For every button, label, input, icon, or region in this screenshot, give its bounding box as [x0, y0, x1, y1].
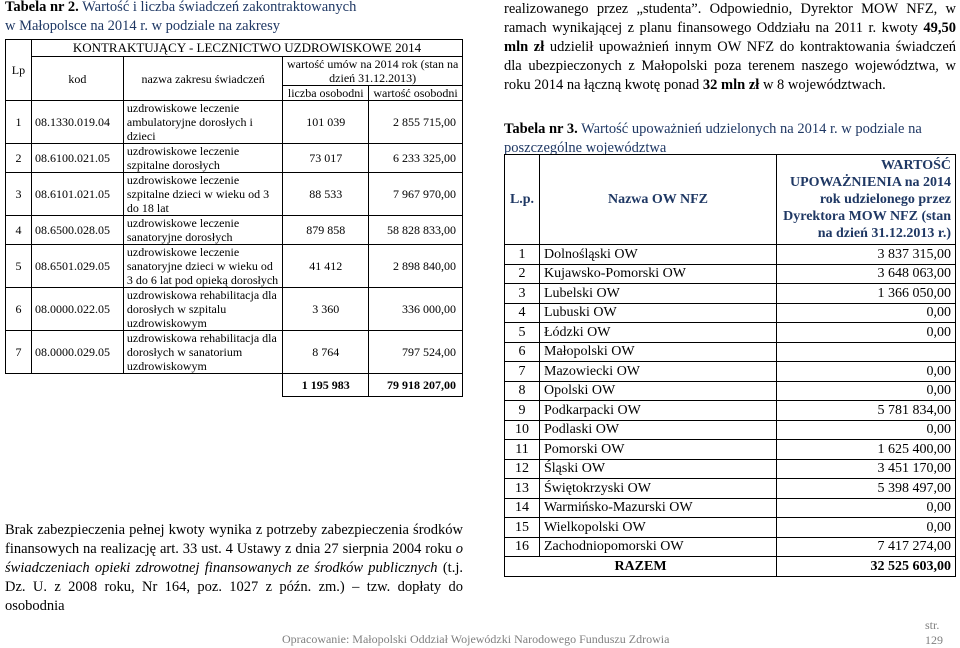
row-ow-name: Kujawsko-Pomorski OW: [540, 264, 777, 284]
table3-total-row: [505, 557, 956, 577]
table2: [5, 39, 463, 397]
row-lp: 12: [505, 459, 540, 479]
row-value: 0,00: [777, 381, 956, 401]
table2-row: [6, 216, 463, 245]
para-italic: o świadczeniach opieki zdrowotnej finansowanych ze środków publicznych: [5, 541, 463, 576]
row-lp: 7: [505, 362, 540, 382]
row-value: 0,00: [777, 362, 956, 382]
row-kod: 08.6500.028.05: [31, 216, 123, 245]
row-lp: 14: [505, 498, 540, 518]
row-lp: 2: [505, 264, 540, 284]
row-liczba: 101 039: [283, 101, 369, 144]
row-ow-name: Pomorski OW: [540, 440, 777, 460]
table3-caption: [504, 120, 956, 158]
t3-header-lp: L.p.: [505, 155, 540, 245]
intro-text-1: realizowanego przez „studenta”. Odpowiednio, Dyrektor MOW NFZ, w ramach wynikającej z planu finansowego Oddziału na 2011 r. kwoty: [504, 1, 956, 36]
row-wartosc: 7 967 970,00: [369, 173, 463, 216]
row-wartosc: 797 524,00: [369, 331, 463, 374]
row-kod: 08.0000.022.05: [31, 288, 123, 331]
row-liczba: 879 858: [283, 216, 369, 245]
row-ow-name: Opolski OW: [540, 381, 777, 401]
row-value: 3 837 315,00: [777, 245, 956, 265]
table3-row: [505, 479, 956, 499]
row-ow-name: Łódzki OW: [540, 323, 777, 343]
row-value: 1 366 050,00: [777, 284, 956, 304]
row-value: [777, 342, 956, 362]
row-lp: 11: [505, 440, 540, 460]
row-kod: 08.6100.021.05: [31, 144, 123, 173]
body-paragraph: [5, 521, 463, 616]
row-kod: 08.6501.029.05: [31, 245, 123, 288]
row-value: 0,00: [777, 323, 956, 343]
row-nazwa: uzdrowiskowa rehabilitacja dla dorosłych w sanatorium uzdrowiskowym: [123, 331, 282, 374]
para-text-2: (t.j. Dz. U. z 2008 roku, Nr 164, poz. 1027 z późn. zm.) – tzw. dopłaty do osobodnia: [5, 560, 463, 614]
row-ow-name: Śląski OW: [540, 459, 777, 479]
row-ow-name: Świętokrzyski OW: [540, 479, 777, 499]
intro-bold-2: 32 mln zł: [702, 77, 760, 93]
table3-label: Tabela nr 3.: [504, 121, 578, 137]
table2-caption-text: Wartość i liczba świadczeń zakontraktowanych: [82, 0, 357, 15]
intro-paragraph: [504, 0, 956, 95]
row-ow-name: Lubelski OW: [540, 284, 777, 304]
row-ow-name: Wielkopolski OW: [540, 518, 777, 538]
row-nazwa: uzdrowiskowa rehabilitacja dla dorosłych w szpitalu uzdrowiskowym: [123, 288, 282, 331]
t3-total-value: 32 525 603,00: [777, 557, 956, 577]
table3-row: [505, 362, 956, 382]
t3-total-label: RAZEM: [505, 557, 777, 577]
row-ow-name: Warmińsko-Mazurski OW: [540, 498, 777, 518]
table3-row: [505, 401, 956, 421]
table3-row: [505, 264, 956, 284]
total-liczba: 1 195 983: [283, 374, 369, 397]
row-value: 0,00: [777, 518, 956, 538]
table3-row: [505, 323, 956, 343]
table3-row: [505, 245, 956, 265]
row-value: 5 398 497,00: [777, 479, 956, 499]
row-ow-name: Małopolski OW: [540, 342, 777, 362]
row-value: 3 648 063,00: [777, 264, 956, 284]
table3: [504, 154, 956, 577]
row-lp: 1: [505, 245, 540, 265]
row-value: 0,00: [777, 420, 956, 440]
table2-row: [6, 144, 463, 173]
row-value: 7 417 274,00: [777, 537, 956, 557]
row-lp: 1: [6, 101, 32, 144]
row-kod: 08.1330.019.04: [31, 101, 123, 144]
row-value: 0,00: [777, 303, 956, 323]
row-ow-name: Lubuski OW: [540, 303, 777, 323]
row-liczba: 8 764: [283, 331, 369, 374]
row-value: 0,00: [777, 498, 956, 518]
table2-row: [6, 331, 463, 374]
row-ow-name: Mazowiecki OW: [540, 362, 777, 382]
row-ow-name: Dolnośląski OW: [540, 245, 777, 265]
row-nazwa: uzdrowiskowe leczenie szpitalne dzieci w wieku od 3 do 18 lat: [123, 173, 282, 216]
table2-main-header: KONTRAKTUJĄCY - LECZNICTWO UZDROWISKOWE 2014: [31, 40, 462, 57]
table3-row: [505, 498, 956, 518]
row-lp: 9: [505, 401, 540, 421]
row-lp: 2: [6, 144, 32, 173]
table3-row: [505, 303, 956, 323]
row-nazwa: uzdrowiskowe leczenie sanatoryjne dzieci w wieku od 3 do 6 lat pod opieką dorosłych: [123, 245, 282, 288]
row-lp: 6: [6, 288, 32, 331]
table2-label: Tabela nr 2.: [5, 0, 79, 15]
row-lp: 3: [505, 284, 540, 304]
row-nazwa: uzdrowiskowe leczenie sanatoryjne dorosłych: [123, 216, 282, 245]
col-header-lp: Lp: [6, 40, 32, 101]
row-wartosc: 2 855 715,00: [369, 101, 463, 144]
total-wartosc: 79 918 207,00: [369, 374, 463, 397]
col-header-wartosc: wartość osobodni: [369, 86, 463, 101]
table3-caption-text: Wartość upoważnień udzielonych na 2014 r. w podziale na poszczególne województwa: [504, 121, 922, 156]
row-lp: 15: [505, 518, 540, 538]
row-liczba: 88 533: [283, 173, 369, 216]
row-kod: 08.6101.021.05: [31, 173, 123, 216]
t3-header-name: Nazwa OW NFZ: [540, 155, 777, 245]
col-header-kod: kod: [31, 57, 123, 101]
row-lp: 8: [505, 381, 540, 401]
row-liczba: 73 017: [283, 144, 369, 173]
row-lp: 3: [6, 173, 32, 216]
table2-total-row: [6, 374, 463, 397]
row-wartosc: 6 233 325,00: [369, 144, 463, 173]
table2-row: [6, 288, 463, 331]
row-lp: 7: [6, 331, 32, 374]
col-header-liczba: liczba osobodni: [283, 86, 369, 101]
table3-row: [505, 420, 956, 440]
intro-text-3: w 8 województwach.: [759, 77, 886, 93]
row-wartosc: 2 898 840,00: [369, 245, 463, 288]
row-kod: 08.0000.029.05: [31, 331, 123, 374]
table2-caption-text-2: w Małopolsce na 2014 r. w podziale na zakresy: [5, 18, 281, 34]
row-wartosc: 336 000,00: [369, 288, 463, 331]
row-value: 3 451 170,00: [777, 459, 956, 479]
row-nazwa: uzdrowiskowe leczenie szpitalne dorosłych: [123, 144, 282, 173]
row-ow-name: Podlaski OW: [540, 420, 777, 440]
row-lp: 13: [505, 479, 540, 499]
row-lp: 6: [505, 342, 540, 362]
row-liczba: 41 412: [283, 245, 369, 288]
col-header-group: wartość umów na 2014 rok (stan na dzień 31.12.2013): [283, 57, 463, 86]
row-ow-name: Podkarpacki OW: [540, 401, 777, 421]
table2-row: [6, 101, 463, 144]
table3-row: [505, 381, 956, 401]
row-lp: 5: [505, 323, 540, 343]
para-text-1: Brak zabezpieczenia pełnej kwoty wynika z potrzeby zabezpieczenia środków finansowych na realizację art. 33 ust. 4 Ustawy z dnia 27 sierpnia 2004 roku: [5, 522, 463, 557]
table3-row: [505, 459, 956, 479]
table3-row: [505, 342, 956, 362]
row-lp: 10: [505, 420, 540, 440]
table2-row: [6, 173, 463, 216]
row-wartosc: 58 828 833,00: [369, 216, 463, 245]
table3-row: [505, 440, 956, 460]
footer-source: Opracowanie: Małopolski Oddział Wojewódzki Narodowego Funduszu Zdrowia: [282, 632, 670, 646]
t3-header-value: WARTOŚĆ UPOWAŻNIENIA na 2014 rok udzielonego przez Dyrektora MOW NFZ (stan na dzień 31.12.2013 r.): [777, 155, 956, 245]
row-ow-name: Zachodniopomorski OW: [540, 537, 777, 557]
table3-row: [505, 284, 956, 304]
intro-bold-1: 49,50 mln zł: [504, 20, 956, 55]
col-header-nazwa: nazwa zakresu świadczeń: [123, 57, 282, 101]
table3-row: [505, 537, 956, 557]
row-lp: 5: [6, 245, 32, 288]
intro-text-2: udzielił upoważnień innym OW NFZ do kontraktowania świadczeń dla ubezpieczonych z Małopolski poza terenem naszego województwa, w roku 2014 na łączną kwotę ponad: [504, 39, 957, 93]
row-lp: 4: [6, 216, 32, 245]
row-value: 5 781 834,00: [777, 401, 956, 421]
table2-caption: [5, 0, 463, 36]
row-lp: 4: [505, 303, 540, 323]
row-nazwa: uzdrowiskowe leczenie ambulatoryjne dorosłych i dzieci: [123, 101, 282, 144]
page-number: str. 129: [925, 618, 943, 647]
row-liczba: 3 360: [283, 288, 369, 331]
table2-row: [6, 245, 463, 288]
row-lp: 16: [505, 537, 540, 557]
row-value: 1 625 400,00: [777, 440, 956, 460]
table3-row: [505, 518, 956, 538]
